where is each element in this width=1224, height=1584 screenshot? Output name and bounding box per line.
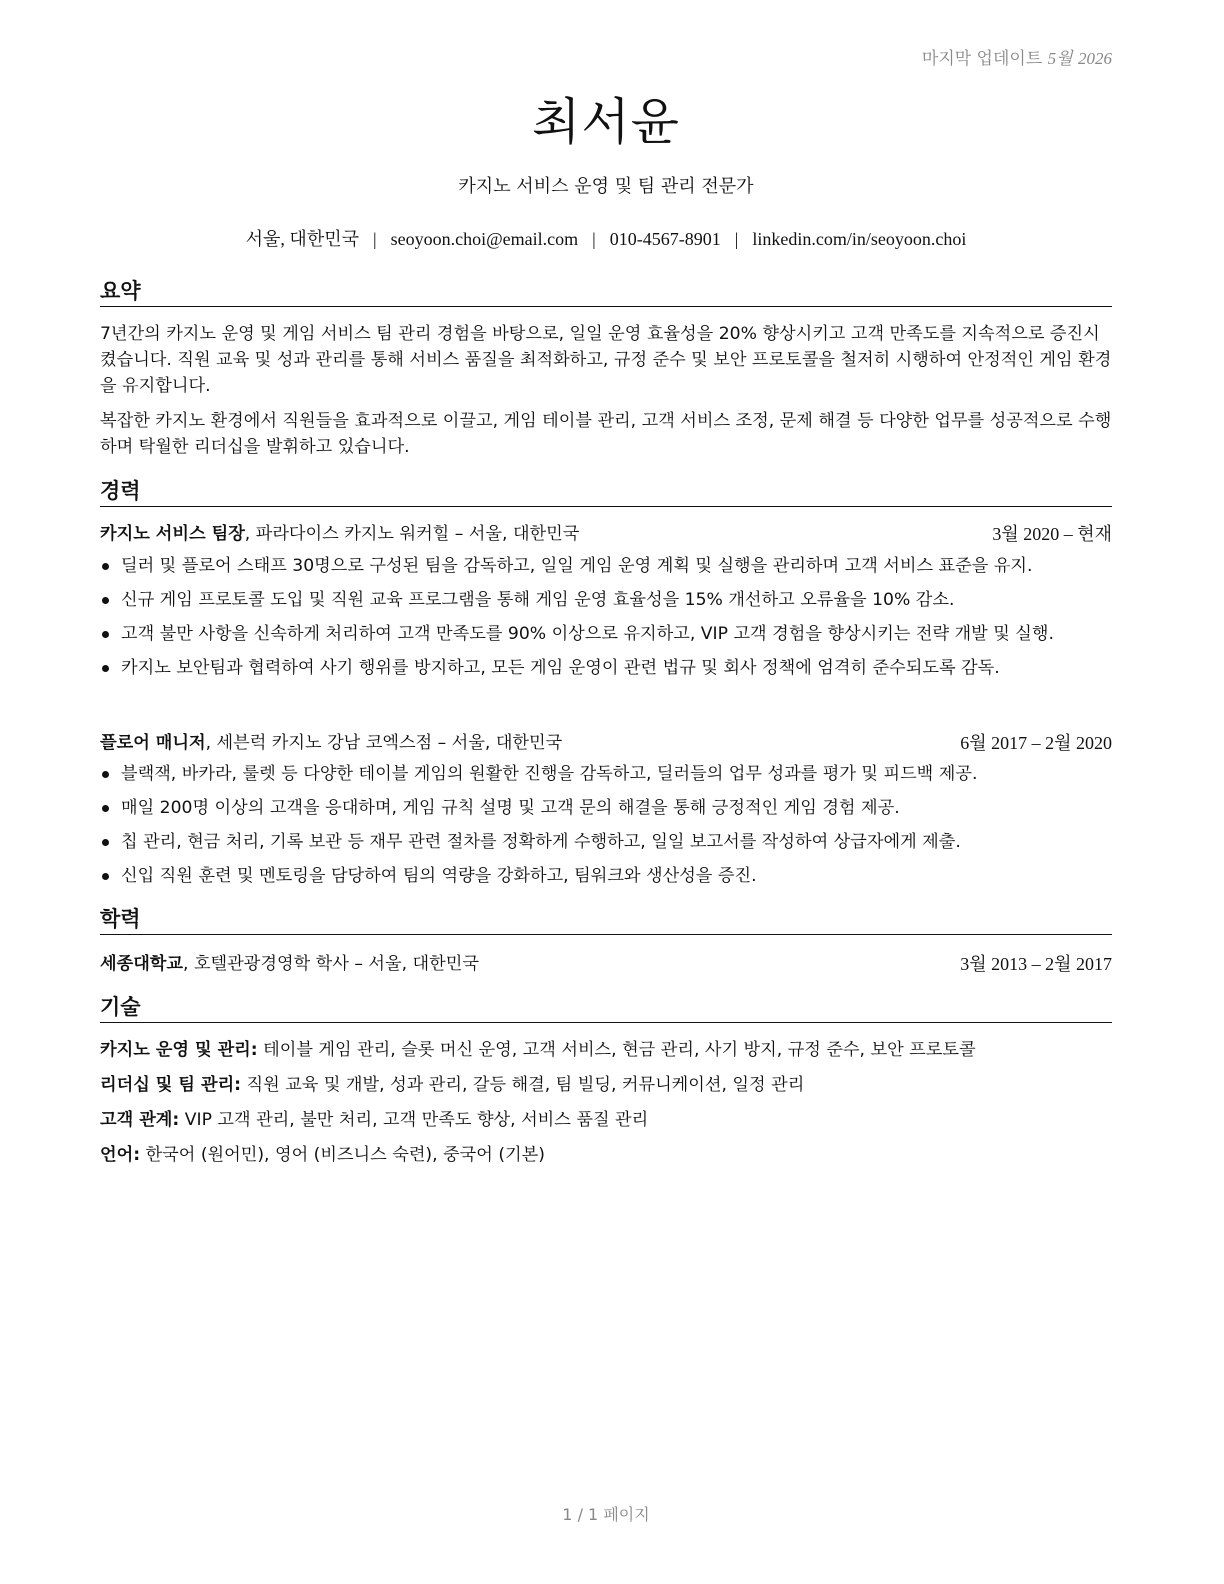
contact-line	[100, 225, 1112, 251]
last-updated-label: 마지막 업데이트	[921, 49, 1043, 69]
bullet-dot-icon	[102, 805, 109, 812]
contact-location: 서울, 대한민국	[245, 229, 359, 249]
skill-label: 카지노 운영 및 관리:	[100, 1040, 258, 1060]
summary-paragraph: 복잡한 카지노 환경에서 직원들을 효과적으로 이끌고, 게임 테이블 관리, 고객 서비스 조정, 문제 해결 등 다양한 업무를 성공적으로 수행하며 탁월한 리더십을 발휘하고 있습니다.	[100, 411, 1112, 457]
job-header	[100, 522, 1112, 546]
education-detail: , 호텔관광경영학 학사 – 서울, 대한민국	[183, 954, 479, 974]
last-updated-year: 2026	[1078, 49, 1112, 68]
job-company: , 파라다이스 카지노 워커힐 – 서울, 대한민국	[244, 524, 580, 544]
section-heading-education: 학력	[100, 905, 1112, 935]
job-bullet	[100, 622, 1112, 646]
contact-separator: |	[592, 229, 596, 249]
job-bullet-list	[100, 762, 1112, 898]
skill-label: 고객 관계:	[100, 1110, 180, 1130]
skill-value: 한국어 (원어민), 영어 (비즈니스 숙련), 중국어 (기본)	[140, 1145, 545, 1165]
job-bullet	[100, 830, 1112, 854]
skill-line	[100, 1073, 1112, 1097]
bullet-dot-icon	[102, 665, 109, 672]
section-heading-summary: 요약	[100, 277, 1112, 307]
skill-line	[100, 1108, 1112, 1132]
skill-line	[100, 1143, 1112, 1167]
candidate-name: 최서윤	[532, 93, 680, 151]
skill-value: 테이블 게임 관리, 슬롯 머신 운영, 고객 서비스, 현금 관리, 사기 방지, 규정 준수, 보안 프로토콜	[257, 1040, 976, 1060]
job-title: 카지노 서비스 팀장	[100, 524, 245, 544]
job-date: 3월 2020 – 현재	[992, 524, 1112, 544]
job-title: 플로어 매니저	[100, 733, 206, 753]
job-bullet	[100, 554, 1112, 578]
contact-separator: |	[734, 229, 739, 249]
job-bullet-list	[100, 554, 1112, 690]
contact-phone: 010-4567-8901	[609, 229, 721, 249]
job-bullet-text: 고객 불만 사항을 신속하게 처리하여 고객 만족도를 90% 이상으로 유지하고, VIP 고객 경험을 향상시키는 전략 개발 및 실행.	[121, 624, 1054, 644]
job-bullet-text: 블랙잭, 바카라, 룰렛 등 다양한 테이블 게임의 원활한 진행을 감독하고, 딜러들의 업무 성과를 평가 및 피드백 제공.	[121, 764, 978, 784]
job-bullet-text: 매일 200명 이상의 고객을 응대하며, 게임 규칙 설명 및 고객 문의 해결을 통해 긍정적인 게임 경험 제공.	[121, 798, 900, 818]
education-date: 3월 2013 – 2월 2017	[960, 954, 1112, 974]
page-footer	[100, 1502, 1112, 1525]
job-bullet-text: 칩 관리, 현금 처리, 기록 보관 등 재무 관련 절차를 정확하게 수행하고, 일일 보고서를 작성하여 상급자에게 제출.	[121, 832, 961, 852]
skill-line	[100, 1038, 1112, 1062]
job-company: , 세븐럭 카지노 강남 코엑스점 – 서울, 대한민국	[205, 733, 563, 753]
job-bullet	[100, 762, 1112, 786]
contact-separator: |	[372, 229, 377, 249]
job-bullet	[100, 588, 1112, 612]
job-bullet-text: 신입 직원 훈련 및 멘토링을 담당하여 팀의 역량을 강화하고, 팀워크와 생산성을 증진.	[121, 866, 757, 886]
section-heading-experience: 경력	[100, 477, 1112, 507]
bullet-dot-icon	[102, 839, 109, 846]
last-updated	[922, 44, 1112, 69]
contact-linkedin-link[interactable]: linkedin.com/in/seoyoon.choi	[752, 229, 967, 249]
skill-label: 언어:	[100, 1145, 141, 1165]
job-bullet	[100, 656, 1112, 680]
page-label: 페이지	[603, 1505, 650, 1524]
education-entry	[100, 952, 1112, 976]
job-bullet	[100, 864, 1112, 888]
job-bullet	[100, 796, 1112, 820]
section-heading-skills: 기술	[100, 993, 1112, 1023]
resume-page	[100, 0, 1112, 1584]
contact-email-link[interactable]: seoyoon.choi@email.com	[390, 229, 579, 249]
job-bullet-text: 카지노 보안팀과 협력하여 사기 행위를 방지하고, 모든 게임 운영이 관련 법규 및 회사 정책에 엄격히 준수되도록 감독.	[121, 658, 1000, 678]
job-header	[100, 731, 1112, 755]
bullet-dot-icon	[102, 563, 109, 570]
skill-value: VIP 고객 관리, 불만 처리, 고객 만족도 향상, 서비스 품질 관리	[179, 1110, 649, 1130]
skill-label: 리더십 및 팀 관리:	[100, 1075, 242, 1095]
candidate-subtitle: 카지노 서비스 운영 및 팀 관리 전문가	[458, 176, 754, 197]
job-date: 6월 2017 – 2월 2020	[960, 733, 1112, 753]
bullet-dot-icon	[102, 631, 109, 638]
education-school: 세종대학교	[100, 954, 184, 974]
skill-value: 직원 교육 및 개발, 성과 관리, 갈등 해결, 팀 빌딩, 커뮤니케이션, 일정 관리	[241, 1075, 805, 1095]
bullet-dot-icon	[102, 597, 109, 604]
page-number: 1 / 1	[562, 1505, 599, 1524]
summary-paragraph: 7년간의 카지노 운영 및 게임 서비스 팀 관리 경험을 바탕으로, 일일 운영 효율성을 20% 향상시키고 고객 만족도를 지속적으로 증진시켰습니다. 직원 교육 및 성과 관리를 통해 서비스 품질을 최적화하고, 규정 준수 및 보안 프로토콜을 철저히 시행하여 안정적인 게임 환경을 유지합니다.	[100, 324, 1112, 396]
bullet-dot-icon	[102, 771, 109, 778]
last-updated-month: 5월	[1047, 49, 1073, 68]
bullet-dot-icon	[102, 873, 109, 880]
job-bullet-text: 딜러 및 플로어 스태프 30명으로 구성된 팀을 감독하고, 일일 게임 운영 계획 및 실행을 관리하며 고객 서비스 표준을 유지.	[121, 556, 1033, 576]
job-bullet-text: 신규 게임 프로토콜 도입 및 직원 교육 프로그램을 통해 게임 운영 효율성을 15% 개선하고 오류율을 10% 감소.	[121, 590, 955, 610]
